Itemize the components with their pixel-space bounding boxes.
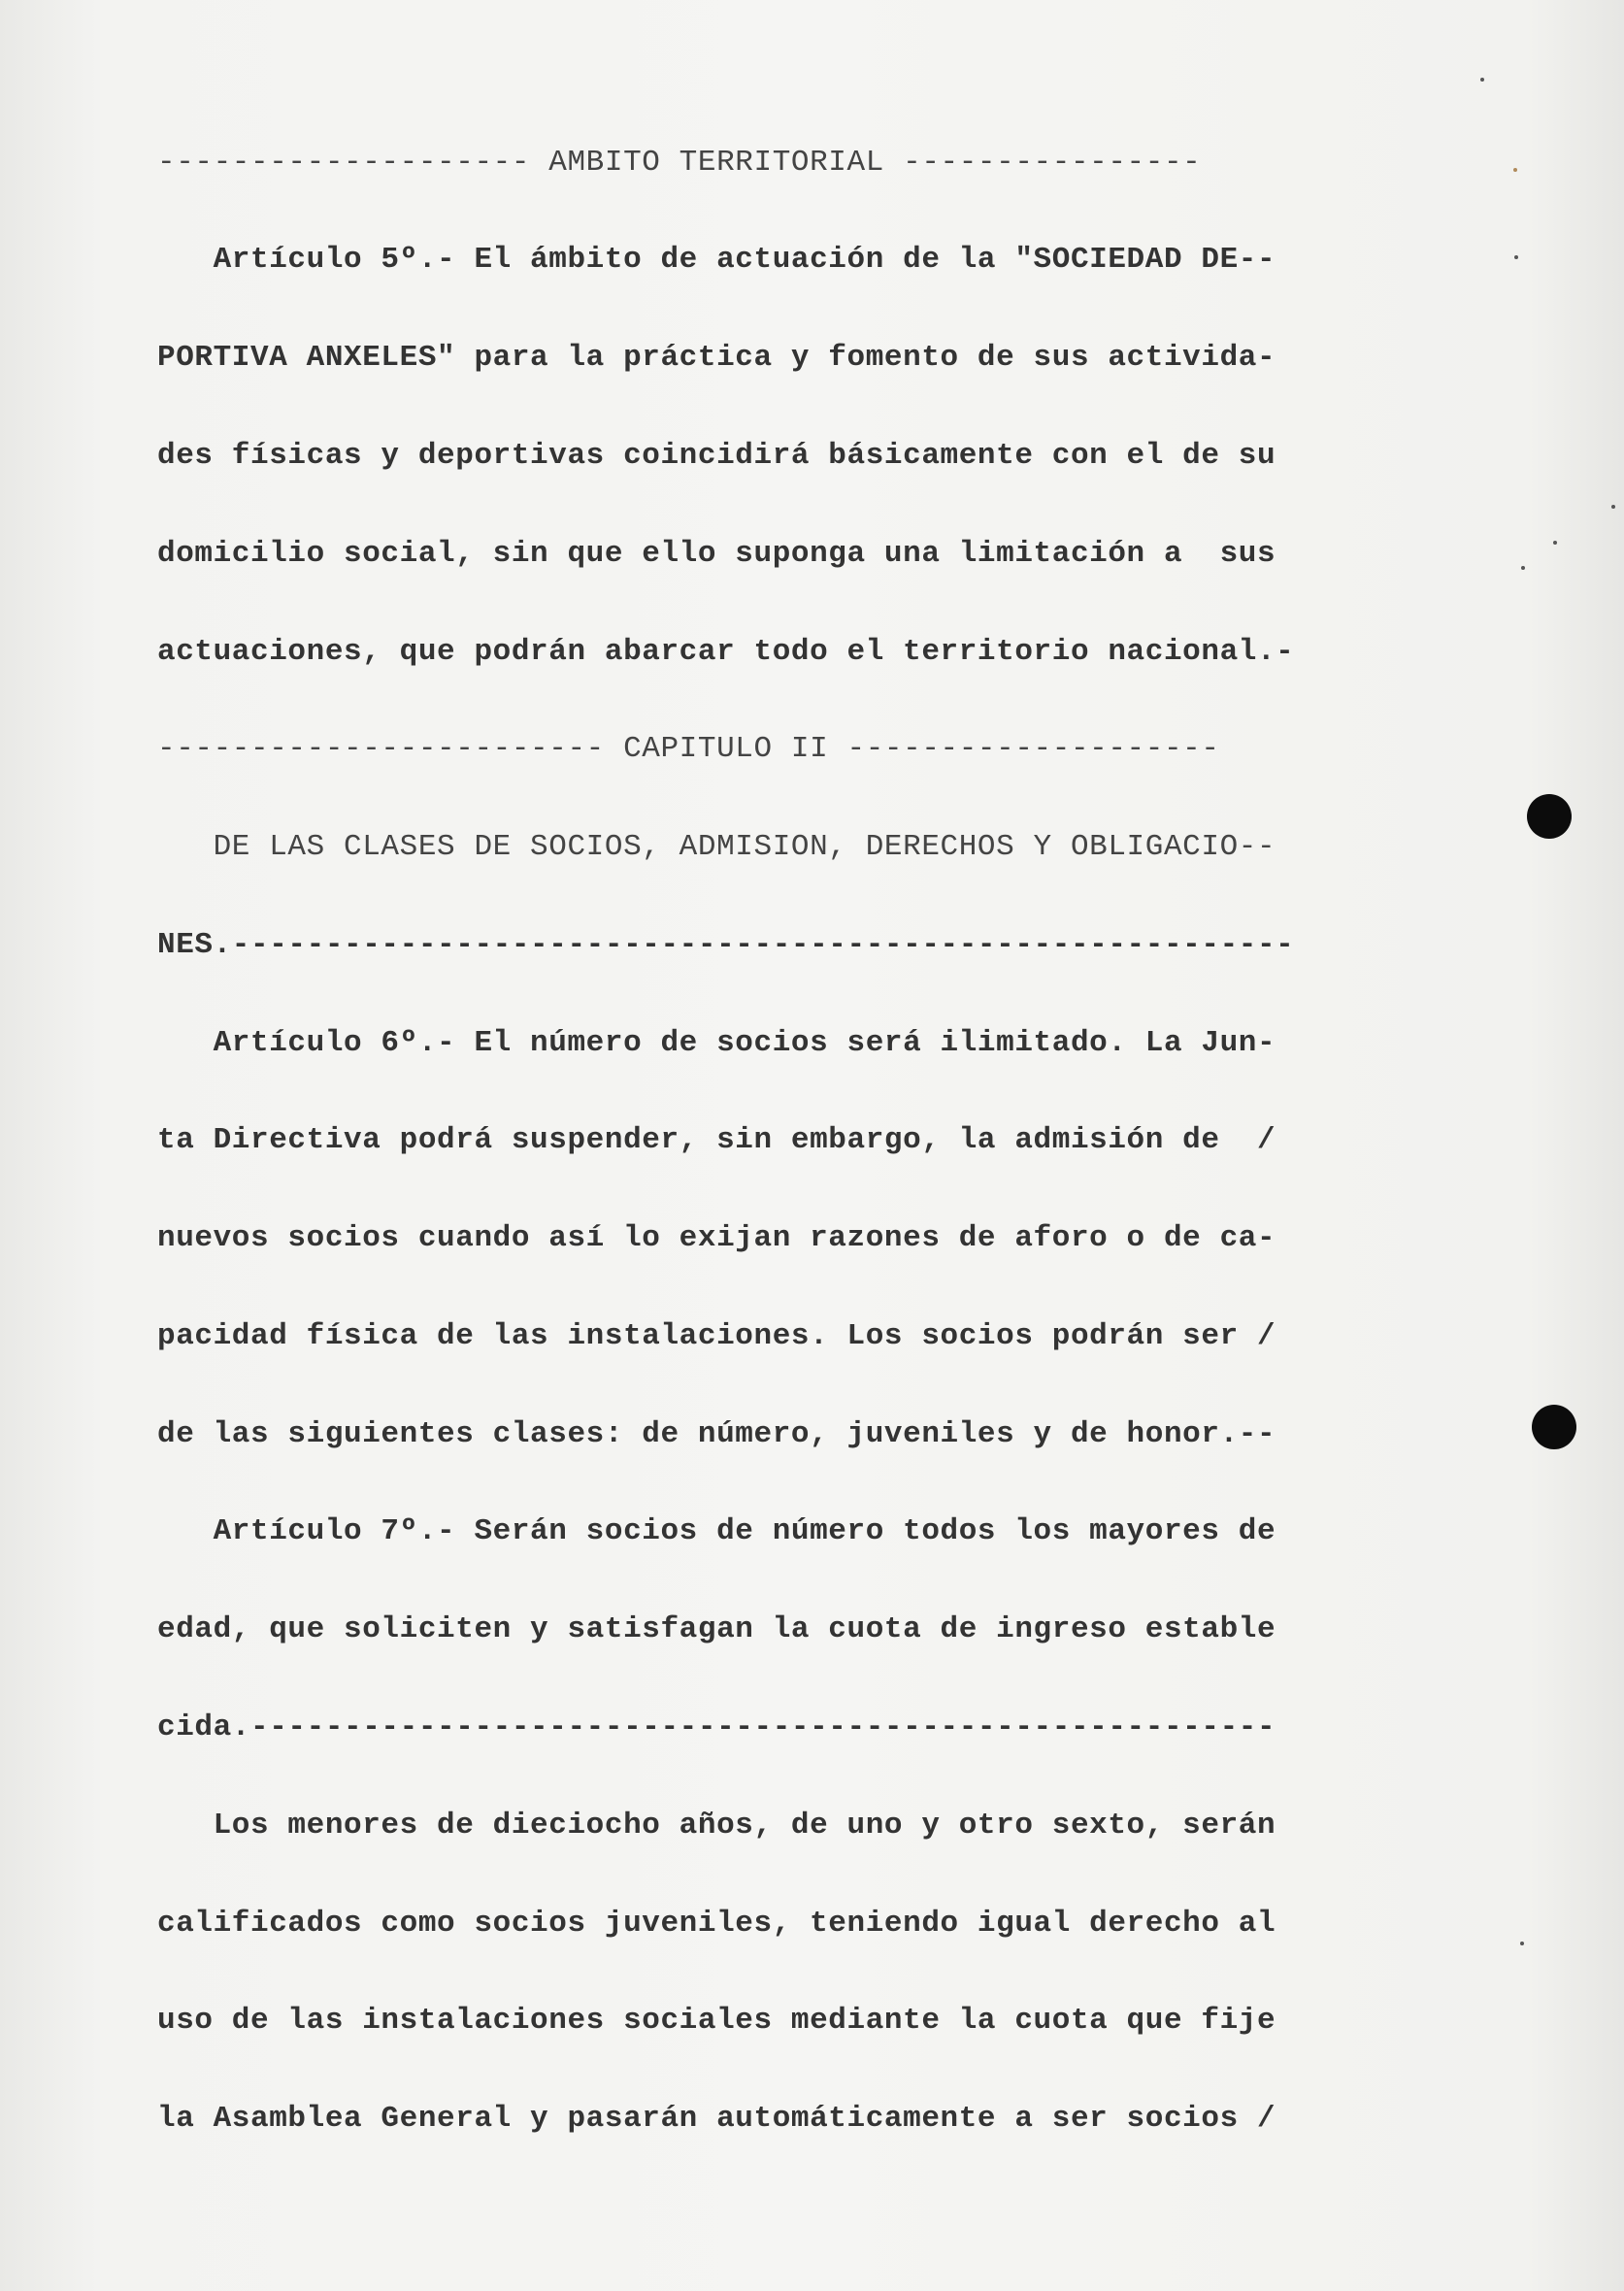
text-line: Artículo 5º.- El ámbito de actuación de la "SOCIEDAD DE--: [157, 243, 1276, 277]
speck: [1521, 566, 1525, 570]
punch-hole-bottom: [1532, 1405, 1576, 1449]
speck: [1513, 168, 1517, 172]
speck: [1480, 78, 1484, 82]
speck: [1520, 1942, 1524, 1945]
speck: [1514, 255, 1518, 259]
heading-capitulo-ii: ------------------------ CAPITULO II --------------------: [157, 732, 1220, 766]
text-line: des físicas y deportivas coincidirá básicamente con el de su: [157, 439, 1276, 473]
text-line: de las siguientes clases: de número, juveniles y de honor.--: [157, 1417, 1276, 1451]
text-line: NES.---------------------------------------------------------: [157, 928, 1295, 962]
punch-hole-top: [1527, 794, 1572, 839]
text-line: domicilio social, sin que ello suponga una limitación a sus: [157, 537, 1276, 571]
text-line: edad, que soliciten y satisfagan la cuota de ingreso estable: [157, 1612, 1276, 1646]
text-line: actuaciones, que podrán abarcar todo el territorio nacional.-: [157, 635, 1295, 669]
text-line: nuevos socios cuando así lo exijan razones de aforo o de ca-: [157, 1221, 1276, 1255]
text-line: cida.-------------------------------------------------------: [157, 1710, 1276, 1744]
text-line: la Asamblea General y pasarán automáticamente a ser socios /: [157, 2102, 1276, 2136]
speck: [1611, 505, 1615, 509]
text-line: calificados como socios juveniles, teniendo igual derecho al: [157, 1907, 1276, 1941]
text-line: Artículo 6º.- El número de socios será ilimitado. La Jun-: [157, 1026, 1276, 1060]
text-line: Artículo 7º.- Serán socios de número todos los mayores de: [157, 1514, 1276, 1548]
text-line: uso de las instalaciones sociales mediante la cuota que fije: [157, 2004, 1276, 2038]
text-line: pacidad física de las instalaciones. Los socios podrán ser /: [157, 1319, 1276, 1353]
speck: [1553, 541, 1557, 545]
text-line: ta Directiva podrá suspender, sin embargo, la admisión de /: [157, 1123, 1276, 1157]
heading-ambito-territorial: -------------------- AMBITO TERRITORIAL ----------------: [157, 146, 1202, 180]
heading-clases-de-socios: DE LAS CLASES DE SOCIOS, ADMISION, DERECHOS Y OBLIGACIO--: [157, 830, 1276, 864]
text-line: Los menores de dieciocho años, de uno y otro sexto, serán: [157, 1809, 1276, 1843]
text-line: PORTIVA ANXELES" para la práctica y fomento de sus activida-: [157, 341, 1276, 375]
